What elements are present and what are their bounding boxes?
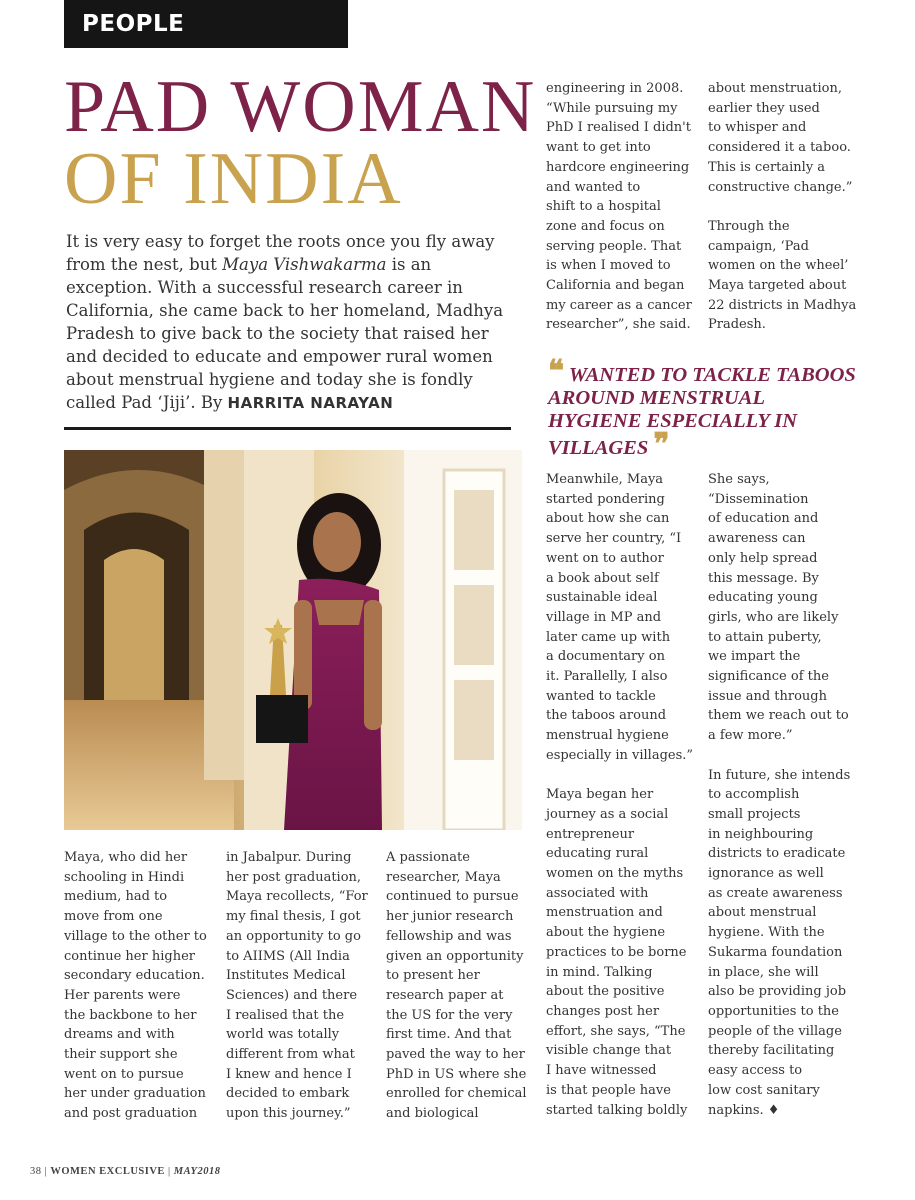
body-column-3: A passionate researcher, Maya continued to pursue her junior research fellowship and was given an opportunity to present her research paper at the US for the very first time. And that paved the way to her PhD in US where she enrolled for chemical and biological (386, 850, 527, 1122)
body-column-4-top: engineering in 2008. “While pursuing my PhD I realised I didn't want to get into hardcore engineering and wanted to shift to a hospital zone and focus on serving people. That is when I moved to California and began my career as a cancer researcher”, she said. (546, 81, 692, 333)
intro-text-before: It is very easy to forget the roots once you fly away from the nest, but (66, 232, 495, 274)
pull-quote-text: WANTED TO TACKLE TABOOS AROUND MENSTRUAL HYGIENE ESPECIALLY IN VILLAGES (548, 364, 856, 459)
body-column-2: in Jabalpur. During her post graduation, Maya recollects, “For my final thesis, I got an opportunity to go to AIIMS (All India Institutes Medical Sciences) and there I realised that the world was totally different from what I knew and hence I decided to embark upon this journey.” (226, 850, 368, 1122)
issue-date: MAY2018 (173, 1166, 221, 1177)
feature-photo (64, 450, 522, 830)
body-column-5-bottom: She says, “Dissemination of education and awareness can only help spread this message. By educating young girls, who are likely to attain puberty, we impart the significance of the issue and through them we reach out to a few more.” In future, she intends to accomplish small projects in neighbouring districts to eradicate ignorance as well as create awareness about menstrual hygiene. With the Sukarma foundation in place, she will also be providing job opportunities to the people of the village thereby facilitating easy access to low cost sanitary napkins. ♦ (708, 472, 851, 1118)
headline-line-1: PAD WOMAN (64, 66, 537, 148)
section-label: PEOPLE (82, 11, 185, 37)
pull-quote (548, 355, 858, 461)
open-quote-icon: ❝ (548, 355, 565, 388)
body-column-4-bottom: Meanwhile, Maya started pondering about how she can serve her country, “I went on to author a book about self sustainable ideal village in MP and later came up with a documentary on it. Parallelly, I also wanted to tackle the taboos around menstrual hygiene especially in villages.” Maya began her journey as a social entrepreneur educating rural women on the myths associated with menstruation and about the hygiene practices to be borne in mind. Talking about the positive changes post her effort, she says, “The visible change that I have witnessed is that people have started talking boldly (546, 472, 694, 1118)
section-header-bar (64, 0, 348, 48)
magazine-name: WOMEN EXCLUSIVE (50, 1166, 165, 1177)
feature-photo-illustration (64, 450, 522, 830)
close-quote-icon: ❞ (653, 428, 670, 461)
body-column-5-top: about menstruation, earlier they used to whisper and considered it a taboo. This is certainly a constructive change.” Through the campaign, ‘Pad women on the wheel’ Maya targeted about 22 districts in Madhya Pradesh. (708, 81, 857, 333)
subject-name: Maya Vishwakarma (222, 255, 387, 274)
page-number: 38 (30, 1166, 42, 1177)
intro-text-after: is an exception. With a successful research career in California, she came back to her homeland, Madhya Pradesh to give back to the society that raised her and decided to educate and empower rural women about menstrual hygiene and today she is fondly called Pad ‘Jiji’. By (66, 255, 504, 412)
author-byline: HARRITA NARAYAN (227, 394, 394, 412)
page-footer: 38 | WOMEN EXCLUSIVE | MAY2018 (30, 1166, 221, 1177)
divider-rule (64, 427, 511, 430)
body-column-1: Maya, who did her schooling in Hindi medium, had to move from one village to the other to continue her higher secondary education. Her parents were the backbone to her dreams and with their support she went on to pursue her under graduation and post graduation (64, 850, 207, 1122)
intro-paragraph (66, 230, 511, 415)
headline-line-2: OF INDIA (64, 138, 403, 220)
